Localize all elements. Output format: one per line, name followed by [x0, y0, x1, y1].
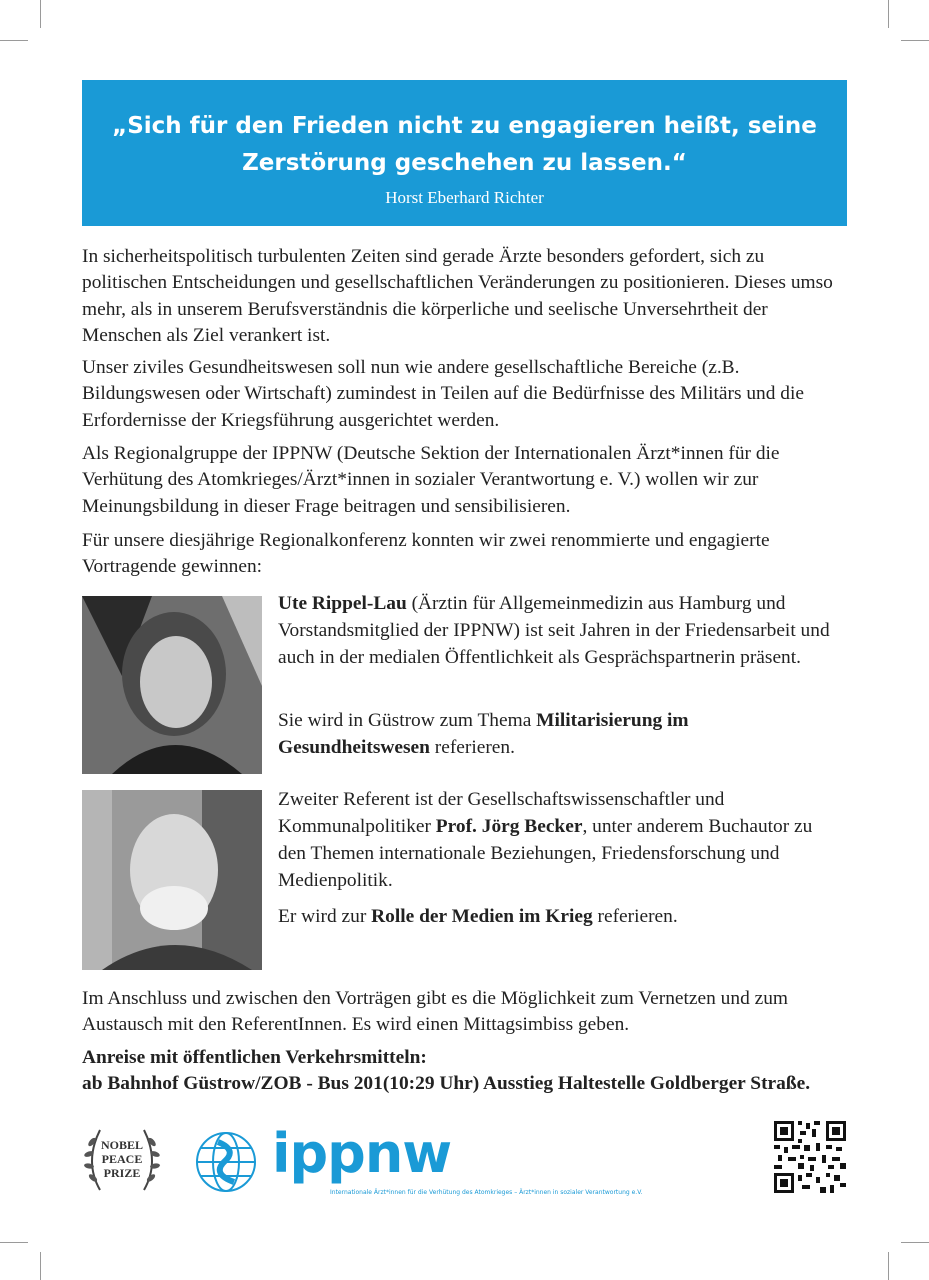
crop-mark [40, 0, 41, 28]
speaker1-bio-text: (Ärztin für Allgemeinmedizin aus Hamburg und Vorstandsmitglied der IPPNW) ist seit Jahren in der Friedensarbeit und auch in der medialen Öffentlichkeit als Gesprächspartnerin präsent. [278, 593, 830, 668]
nobel-line-1: NOBEL [100, 1138, 143, 1152]
speaker1-topic-pre: Sie wird in Güstrow zum Thema [278, 710, 537, 731]
ippnw-tagline: Internationale Ärzt*innen für die Verhütung des Atomkrieges – Ärzt*innen in sozialer Verantwortung e.V. [330, 1189, 643, 1196]
speaker2-bio [278, 786, 838, 894]
crop-mark [0, 40, 28, 41]
intro-paragraph-4: Für unsere diesjährige Regionalkonferenz konnten wir zwei renommierte und engagierte Vortragende gewinnen: [82, 530, 770, 578]
nobel-prize-label [82, 1138, 162, 1180]
ippnw-wordmark: ippnw [272, 1122, 452, 1185]
crop-mark [888, 0, 889, 28]
speaker2-topic-post: referieren. [592, 906, 678, 927]
speaker2-bio-text: , unter anderem Buchautor zu den Themen internationale Beziehungen, Friedensforschung und Medienpolitik. [278, 816, 813, 891]
ippnw-globe-icon [194, 1130, 258, 1194]
nobel-line-3: PRIZE [103, 1166, 141, 1180]
qr-code-icon [774, 1121, 846, 1193]
nobel-line-2: PEACE [101, 1152, 143, 1166]
speaker2-topic [278, 903, 838, 930]
intro-paragraph-1: In sicherheitspolitisch turbulenten Zeiten sind gerade Ärzte besonders gefordert, sich zu politischen Entscheidungen und gesellschaftlichen Veränderungen zu positionieren. Dieses umso mehr, als in unserem Berufsverständnis die körperliche und seelische Unversehrtheit der Menschen als Ziel verankert ist. [82, 246, 833, 347]
quote-author: Horst Eberhard Richter [385, 188, 544, 207]
speaker1-topic-post: referieren. [429, 737, 515, 758]
speaker1-name: Ute Rippel-Lau [278, 593, 407, 614]
speaker2-topic-title: Rolle der Medien im Krieg [371, 906, 593, 927]
crop-mark [40, 1252, 41, 1280]
closing-paragraph: Im Anschluss und zwischen den Vorträgen gibt es die Möglichkeit zum Vernetzen und zum Austausch mit den ReferentInnen. Es wird einen Mittagsimbiss geben. [82, 988, 789, 1036]
quote-line-1: „Sich für den Frieden nicht zu engagieren heißt, seine [112, 113, 817, 139]
crop-mark [901, 1242, 929, 1243]
crop-mark [901, 40, 929, 41]
travel-heading: Anreise mit öffentlichen Verkehrsmitteln: [82, 1047, 427, 1068]
travel-info [82, 1045, 872, 1098]
speaker2-photo [82, 790, 262, 970]
speaker2-name: Prof. Jörg Becker [435, 816, 583, 837]
crop-mark [888, 1252, 889, 1280]
quote-banner [82, 80, 847, 226]
speaker1-topic [278, 707, 838, 761]
quote-line-2: Zerstörung geschehen zu lassen.“ [242, 150, 687, 176]
speaker1-bio [278, 590, 838, 671]
speaker2-topic-pre: Er wird zur [278, 906, 372, 927]
speaker1-topic-title: Militarisierung im Gesundheitswesen [278, 710, 689, 758]
speaker2-intro: Zweiter Referent ist der Gesellschaftswissenschaftler und Kommunalpolitiker [278, 789, 725, 837]
intro-paragraph-3: Als Regionalgruppe der IPPNW (Deutsche Sektion der Internationalen Ärzt*innen für die Verhütung des Atomkrieges/Ärzt*innen in sozialer Verantwortung e. V.) wollen wir zur Meinungsbildung in dieser Frage beitragen und sensibilisieren. [82, 443, 780, 517]
speaker1-photo [82, 596, 262, 774]
travel-detail: ab Bahnhof Güstrow/ZOB - Bus 201(10:29 Uhr) Ausstieg Haltestelle Goldberger Straße. [82, 1073, 811, 1095]
intro-paragraph-2: Unser ziviles Gesundheitswesen soll nun wie andere gesellschaftliche Bereiche (z.B. Bildungswesen oder Wirtschaft) zumindest in Teilen auf die Bedürfnisse des Militärs und die Erfordernisse der Kriegsführung ausgerichtet werden. [82, 357, 804, 431]
crop-mark [0, 1242, 28, 1243]
